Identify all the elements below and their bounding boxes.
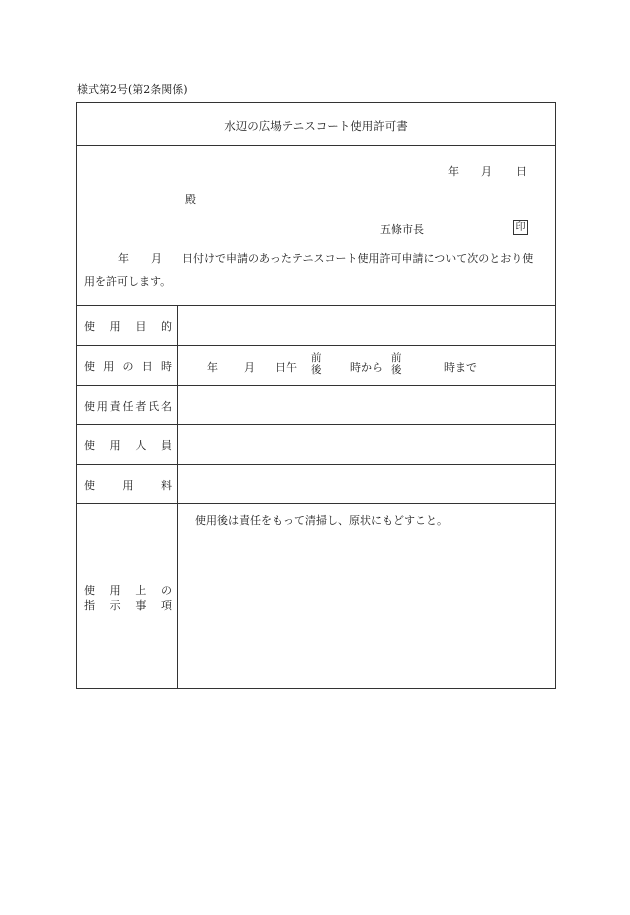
permission-month: 月	[151, 252, 162, 265]
am-pm-choice-2: 前 後	[391, 352, 402, 376]
form-number-label: 様式第2号(第2条関係)	[77, 83, 188, 96]
fee-label: 使 用 料	[84, 479, 172, 492]
permission-text-line1: 日付けで申請のあったテニスコート使用許可申請について次のとおり使	[182, 252, 534, 265]
divider	[77, 345, 555, 346]
divider	[77, 424, 555, 425]
divider	[77, 145, 555, 146]
datetime-label: 使 用 の 日 時	[84, 360, 172, 373]
instructions-text: 使用後は責任をもって清掃し、原状にもどすこと。	[195, 514, 448, 527]
divider	[77, 385, 555, 386]
permission-year: 年	[118, 252, 129, 265]
permission-text-line2: 用を許可します。	[84, 275, 172, 288]
responsible-person-label: 使 用 責 任 者 氏 名	[84, 400, 172, 413]
divider	[77, 464, 555, 465]
instructions-label: 使 用 上 の 指 示 事 項	[84, 584, 172, 612]
am-pm-choice-1: 前 後	[311, 352, 322, 376]
permission-statement	[84, 247, 550, 293]
number-of-users-label: 使 用 人 員	[84, 439, 172, 452]
permit-form	[76, 102, 556, 689]
issue-date-year: 年	[448, 165, 459, 178]
addressee-suffix: 殿	[185, 193, 196, 206]
datetime-value: 年 月 日午 前 後 時から 前 後 時まで	[207, 352, 477, 376]
form-title: 水辺の広場テニスコート使用許可書	[224, 119, 408, 133]
divider	[77, 305, 555, 306]
seal-mark: 印	[513, 220, 528, 235]
divider	[77, 503, 555, 504]
issue-date-month: 月	[481, 165, 492, 178]
issue-date-day: 日	[516, 165, 527, 178]
purpose-label: 使 用 目 的	[84, 320, 172, 333]
mayor-title: 五條市長	[380, 223, 424, 236]
